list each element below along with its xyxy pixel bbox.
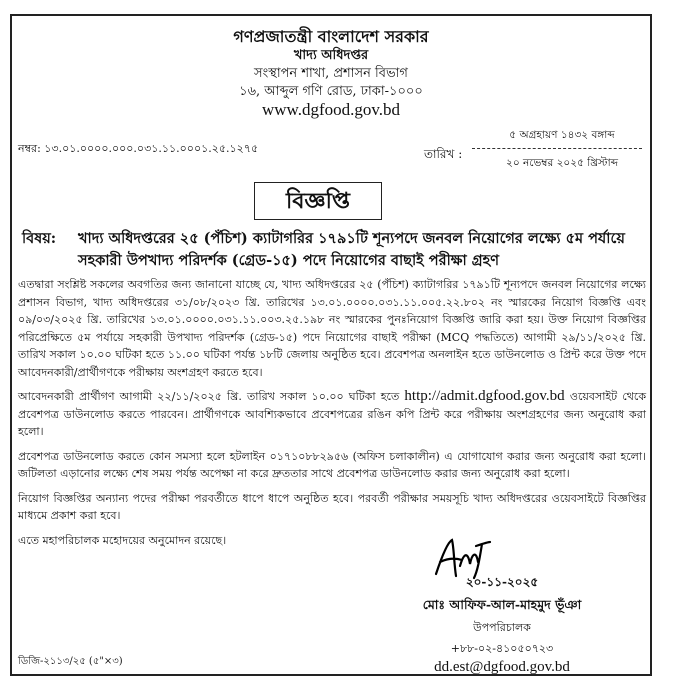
date-label: তারিখ : [424,147,463,161]
paragraph-2-end: ওয়েবসাইট থেকে প্রবেশপত্র ডাউনলোড করতে পারবেন। প্রার্থীগণকে আবশ্যিকভাবে প্রবেশপত্রের রঙিন কপি প্রিন্ট করে পরীক্ষায় অংশগ্রহণের জন্য অনুরোধ করা হলো। [18,390,647,438]
branch-name: সংস্থাপন শাখা, প্রশাসন বিভাগ [254,66,408,81]
date-bangla: ৫ অগ্রহায়ণ ১৪৩২ বঙ্গাব্দ [509,129,615,141]
date-english: ২০ নভেম্বর ২০২৫ খ্রিস্টাব্দ [506,157,618,169]
subject-text: খাদ্য অধিদপ্তরের ২৫ (পঁচিশ) ক্যাটাগরির ১৭৯১টি শূন্যপদে জনবল নিয়োগের লক্ষ্যে ৫ম পর্যায়ে সহকারী উপখাদ্য পরিদর্শক (গ্রেড-১৫) পদে নিয়োগের বাছাই পরীক্ষা গ্রহণ [78,230,625,269]
paragraph-4: নিয়োগ বিজ্ঞপ্তির অন্যান্য পদের পরীক্ষা পরবর্তীতে ধাপে ধাপে অনুষ্ঠিত হবে। পরবর্তী পরীক্ষার সময়সূচি খাদ্য অধিদপ্তরের ওয়েবসাইটে বিজ্ঞপ্তির মাধ্যমে প্রকাশ করা হবে। [18,491,646,522]
date-divider [472,148,642,149]
admit-url-link[interactable]: http://admit.dgfood.gov.bd [404,388,565,404]
government-name: গণপ্রজাতন্ত্রী বাংলাদেশ সরকার [233,27,429,46]
notice-frame [10,14,652,676]
notice-body [18,276,646,556]
paragraph-1: এতদ্বারা সংশ্লিষ্ট সকলের অবগতির জন্য জানানো যাচ্ছে যে, খাদ্য অধিদপ্তরের ২৫ (পঁচিশ) ক্যাটাগরির ১৭৯১টি শূন্যপদে জনবল নিয়োগের লক্ষ্যে প্রশাসন বিভাগ, খাদ্য অধিদপ্তরের ৩১/০৮/২০২৩ খ্রি. তারিখের ১৩.০১.০০০০.০৩১.১১.০০৫.২২.৮০২ নং স্মারকের নিয়োগ বিজ্ঞপ্তি এবং ০৯/০৩/২০২৫ খ্রি. তারিখের ১৩.০১.০০০০.০৩১.১১.০০৩.২৫.১৯৮ নং স্মারকের পুনঃনিয়োগ বিজ্ঞপ্তি জারি করা হয়। উক্ত নিয়োগ বিজ্ঞপ্তির পরিপ্রেক্ষিতে ৫ম পর্যায়ে সহকারী উপখাদ্য পরিদর্শক (গ্রেড-১৫) পদে নিয়োগের বাছাই পরীক্ষা (MCQ পদ্ধতিতে) আগামী ২৯/১১/২০২৫ খ্রি. তারিখ সকাল ১০.০০ ঘটিকা হতে ১১.০০ ঘটিকা পর্যন্ত ১৮টি জেলায় অনুষ্ঠিত হবে। প্রবেশপত্র অনলাইন হতে ডাউনলোড ও প্রিন্ট করে উক্ত পদে আবেদনকারী/প্রার্থীগণকে পরীক্ষায় অংশগ্রহণ করতে হবে। [18,278,646,379]
signature-date: ২০-১১-২০২৫ [465,575,539,589]
signatory-name: মোঃ আফিফ-আল-মাহমুদ ভূঁঞা [422,597,582,612]
signatory-phone: +৮৮-০২-৪১০৫০৭২৩ [450,642,554,655]
footer-code: ডিজি-২১১৩/২৫ (৫"×৩) [18,656,123,667]
paragraph-5: এতে মহাপরিচালক মহোদয়ের অনুমোদন রয়েছে। [18,533,227,547]
signatory-email[interactable]: dd.est@dgfood.gov.bd [434,659,570,675]
paragraph-3: প্রবেশপত্র ডাউনলোড করতে কোন সমস্যা হলে হটলাইন ০১৭১০৮৮২৯৫৬ (অফিস চলাকালীন) এ যোগাযোগ করার জন্য অনুরোধ করা হলো। জটিলতা এড়ানোর লক্ষ্যে শেষ সময় পর্যন্ত অপেক্ষা না করে দ্রুততার সাথে প্রবেশপত্র ডাউনলোড করার জন্য অনুরোধ করা হলো। [18,449,646,480]
memo-number: নম্বর: ১৩.০১.০০০০.০০০.০৩১.১১.০০০১.২৫.১২৭৫ [18,142,259,155]
paragraph-2 [18,388,646,441]
subject-label: বিষয়: [22,230,57,247]
signatory-designation: উপপরিচালক [473,621,531,634]
office-name: খাদ্য অধিদপ্তর [293,48,369,63]
signature-block [392,574,612,676]
paragraph-2-start: আবেদনকারী প্রার্থীগণ আগামী ২২/১১/২০২৫ খ্রি. তারিখ সকাল ১০.০০ ঘটিকা হতে [18,390,400,403]
website-link[interactable]: www.dgfood.gov.bd [261,100,401,119]
subject [22,228,642,272]
office-address: ১৬, আব্দুল গণি রোড, ঢাকা-১০০০ [239,84,423,99]
notice-title: বিজ্ঞপ্তি [254,182,382,220]
